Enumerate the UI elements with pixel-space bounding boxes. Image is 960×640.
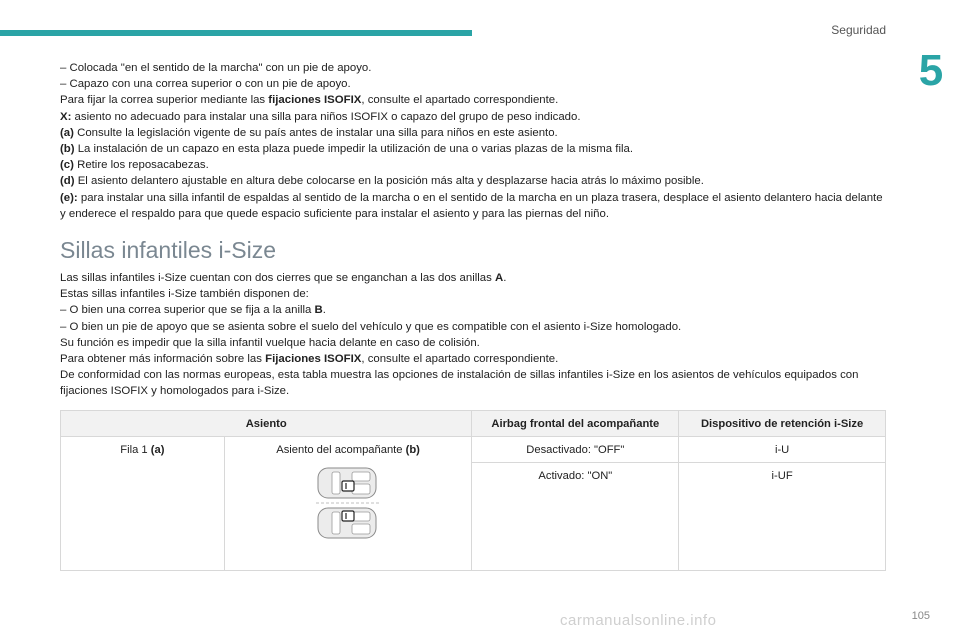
note-a (60, 125, 890, 141)
device-cell: i-UF (679, 463, 886, 571)
ref-label: (a) (150, 443, 165, 456)
note-text: Retire los reposacabezas. (73, 159, 209, 172)
bold-term: A (495, 272, 504, 285)
paragraph: Su función es impedir que la silla infantil vuelque hacia delante en caso de colisión. (60, 336, 480, 349)
text: Para fijar la correa superior mediante las (60, 94, 269, 107)
car-seat-diagram-icon (316, 466, 380, 540)
note-label: (c) (60, 159, 74, 172)
note-label: (a) (60, 126, 74, 139)
text: . (503, 272, 507, 285)
text: , consulte el apartado correspondiente. (361, 353, 559, 366)
table-header: Asiento (61, 410, 472, 436)
chapter-number: 5 (902, 44, 960, 98)
section-heading: Sillas infantiles i-Size (60, 237, 277, 264)
paragraph (60, 351, 890, 367)
note-text: Consulte la legislación vigente de su país antes de instalar una silla para niños en este asiento. (73, 126, 558, 139)
note-label: (d) (60, 175, 75, 188)
paragraph (60, 92, 890, 108)
note-b (60, 141, 890, 157)
note-label: X: (60, 110, 72, 123)
note-e (60, 190, 890, 222)
table-header: Dispositivo de retención i-Size (679, 410, 886, 436)
seat-cell (224, 436, 472, 570)
note-label: (e): (60, 191, 78, 204)
paragraph: Estas sillas infantiles i-Size también disponen de: (60, 288, 309, 301)
text: Las sillas infantiles i-Size cuentan con dos cierres que se enganchan a las dos anillas (60, 272, 495, 285)
text: , consulte el apartado correspondiente. (361, 94, 559, 107)
text: . (322, 304, 326, 317)
page-content (60, 60, 890, 571)
watermark: carmanualsonline.info (560, 612, 717, 629)
bold-term: fijaciones ISOFIX (268, 94, 362, 107)
table-header-row (61, 410, 886, 436)
paragraph (60, 270, 890, 286)
paragraph: De conformidad con las normas europeas, esta tabla muestra las opciones de instalación de sillas infantiles i-Size en los asientos de vehículos equipados con fijaciones ISOFIX y homologados para i-Size. (60, 369, 859, 398)
section-title: Seguridad (831, 23, 886, 37)
text: Para obtener más información sobre las (60, 353, 266, 366)
bold-term: Fijaciones ISOFIX (265, 353, 362, 366)
table-header: Airbag frontal del acompañante (472, 410, 679, 436)
note-text: El asiento delantero ajustable en altura debe colocarse en la posición más alta y desplazarse hacia atrás lo máximo posible. (74, 175, 704, 188)
text: Asiento del acompañante (276, 443, 406, 456)
page-number: 105 (911, 610, 930, 622)
note-text: asiento no adecuado para instalar una silla para niños ISOFIX o capazo del grupo de peso indicado. (71, 110, 581, 123)
bullet-line: – Colocada "en el sentido de la marcha" con un pie de apoyo. (60, 62, 372, 74)
bullet-line: – O bien un pie de apoyo que se asienta sobre el suelo del vehículo y que es compatible con el asiento i-Size homologado. (60, 320, 682, 333)
text: – O bien una correa superior que se fija a la anilla (60, 304, 315, 317)
note-c (60, 157, 890, 173)
airbag-cell: Desactivado: "OFF" (472, 436, 679, 462)
note-d (60, 173, 890, 189)
note-label: (b) (60, 143, 75, 156)
header-accent-bar (0, 30, 472, 36)
bullet-line: – Capazo con una correa superior o con un pie de apoyo. (60, 78, 351, 91)
bold-term: B (314, 304, 323, 317)
table-row (61, 436, 886, 462)
text: Fila 1 (120, 443, 151, 456)
row-label-cell (61, 436, 225, 570)
note-x (60, 109, 890, 125)
note-text: para instalar una silla infantil de espaldas al sentido de la marcha o en el sentido de la marcha en un plaza trasera, desplace el asiento delantero hacia delante y enderece el respaldo para que quede espacio suficiente para instalar el asiento y para las piernas del niño. (60, 191, 883, 220)
device-cell: i-U (679, 436, 886, 462)
isize-table (60, 410, 886, 571)
airbag-cell: Activado: "ON" (472, 463, 679, 571)
bullet-line (60, 302, 890, 318)
ref-label: (b) (405, 443, 420, 456)
note-text: La instalación de un capazo en esta plaza puede impedir la utilización de una o varias plazas de la misma fila. (74, 143, 634, 156)
